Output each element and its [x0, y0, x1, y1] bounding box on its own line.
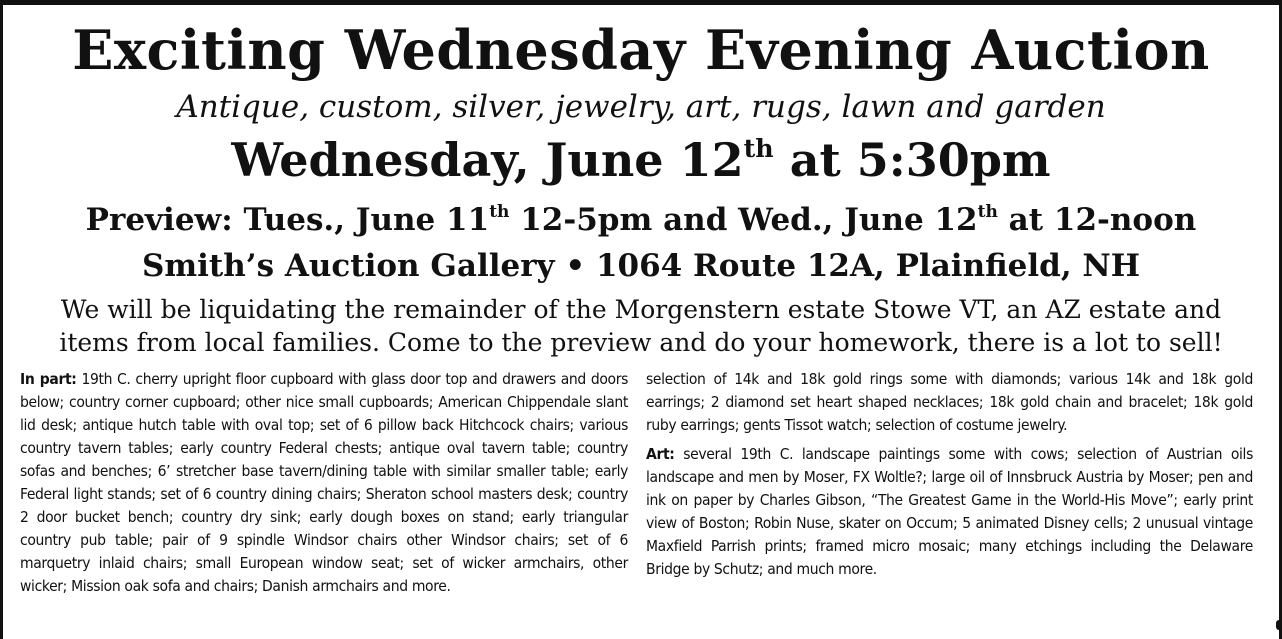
in-part-paragraph — [20, 368, 628, 598]
gallery-address: Smith’s Auction Gallery • 1064 Route 12A, Plainfield, NH — [141, 248, 1141, 284]
listing-column-right — [646, 368, 1253, 581]
art-label: Art: — [646, 445, 675, 463]
art-paragraph — [646, 443, 1253, 581]
in-part-label: In part: — [20, 370, 77, 388]
preview-times — [0, 200, 1282, 240]
preview-suffix-2: th — [977, 202, 998, 223]
auction-time-text: at 5:30pm — [773, 133, 1051, 187]
auction-subtitle: Antique, custom, silver, jewelry, art, rugs, lawn and garden — [176, 89, 1106, 125]
auction-date-suffix: th — [743, 133, 774, 164]
in-part-items: 19th C. cherry upright floor cupboard with glass door top and drawers and doors below; country corner cupboard; other nice small cupboards; American Chippendale slant lid desk; antique hutch table with oval top; set of 6 pillow back Hitchcock chairs; various country tavern tables; early country Federal chests; antique oval tavern table; country sofas and benches; 6’ stretcher base tavern/dining table with similar smaller table; early Federal light stands; set of 6 country dining chairs; Sheraton school masters desk; country 2 door bucket bench; country dry sink; early dough boxes on stand; early triangular country pub table; pair of 9 spindle Windsor chairs other Windsor chairs; set of 6 marquetry inlaid chairs; small European window seat; set of wicker armchairs, other wicker; Mission oak sofa and chairs; Danish armchairs and more. — [20, 370, 629, 595]
auction-date-text: Wednesday, June 12 — [231, 133, 744, 187]
art-items: several 19th C. landscape paintings some with cows; selection of Austrian oils landscape and men by Moser, FX Woltle?; large oil of Innsbruck Austria by Moser; pen and ink on paper by Charles Gibson, “The Greatest Game in the World-His Move”; early print view of Boston; Robin Nuse, skater on Occum; 5 animated Disney cells; 2 unusual vintage Maxfield Parrish prints; framed micro mosaic; many etchings including the Delaware Bridge by Schutz; and much more. — [646, 445, 1253, 578]
jewelry-paragraph: selection of 14k and 18k gold rings some with diamonds; various 14k and 18k gold earrings; 2 diamond set heart shaped necklaces; 18k gold chain and bracelet; 18k gold ruby earrings; gents Tissot watch; selection of costume jewelry. — [646, 370, 1253, 434]
preview-suffix-1: th — [489, 202, 510, 223]
preview-part-3: at 12-noon — [997, 202, 1197, 238]
preview-part-2: 12-5pm and Wed., June 12 — [509, 202, 978, 238]
auction-title: Exciting Wednesday Evening Auction — [72, 18, 1210, 82]
listing-column-left — [20, 368, 628, 598]
page-edge-mark — [1276, 620, 1282, 630]
intro-paragraph: We will be liquidating the remainder of the Morgenstern estate Stowe VT, an AZ estate and items from local families. Come to the preview and do your homework, there is a lot to sell! — [59, 295, 1223, 357]
auction-date — [0, 132, 1282, 188]
preview-part-1: Preview: Tues., June 11 — [85, 202, 490, 238]
